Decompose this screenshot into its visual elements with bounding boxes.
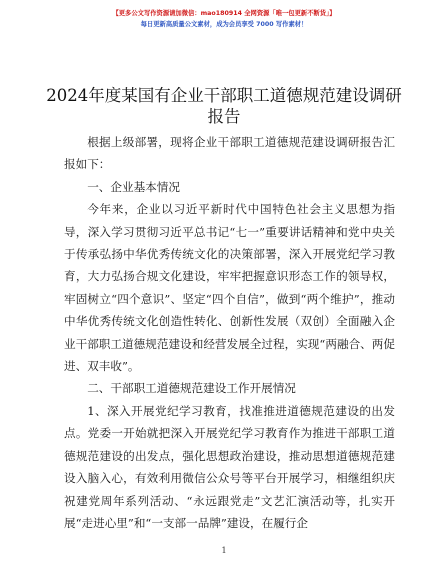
body-paragraph: 1、深入开展党纪学习教育，找准推进道德规范建设的出发点。党委一开始就把深入开展党纪学习教育作为推进干部职工道德规范建设的出发点，强化思想政治建设，推动思想道德规范建设入脑入心，有效利用微信公众号等平台开展学习，相继组织庆祝建党周年系列活动、“永远跟党走”文艺汇演活动等，扎实开展“走进心里”和“一支部一品牌”建设，在履行企	[64, 403, 395, 530]
promo-line-1: 【更多公文写作资源请加微信：mao180914 全网资源「唯一包更新不断货」】	[112, 10, 336, 17]
section-heading-2: 二、干部职工道德规范建设工作开展情况	[87, 381, 296, 396]
promo-line-2: 每日更新高质量公文素材，成为会员享受 7000 写作素材！	[140, 21, 308, 28]
promo-banner	[0, 8, 448, 30]
intro-paragraph: 根据上级部署，现将企业干部职工道德规范建设调研报告汇报如下：	[64, 135, 395, 172]
document-title: 2024年度某国有企业干部职工道德规范建设调研报告	[46, 86, 402, 126]
body-paragraph: 今年来，企业以习近平新时代中国特色社会主义思想为指导，深入学习贯彻习近平总书记“七一”重要讲话精神和党中央关于传承弘扬中华优秀传统文化的决策部署，深入开展党纪学习教育，大力弘扬合规文化建设，牢牢把握意识形态工作的领导权，牢固树立“四个意识”、坚定“四个自信”，做到“两个维护”，推动中华优秀传统文化创造性转化、创新性发展（双创）全面融入企业干部职工道德规范建设和经营发展全过程，实现“两融合、两促进、双丰收”。	[64, 202, 395, 374]
section-heading-1: 一、企业基本情况	[87, 179, 180, 194]
document-body	[64, 131, 395, 534]
page-number: 1	[221, 546, 227, 555]
